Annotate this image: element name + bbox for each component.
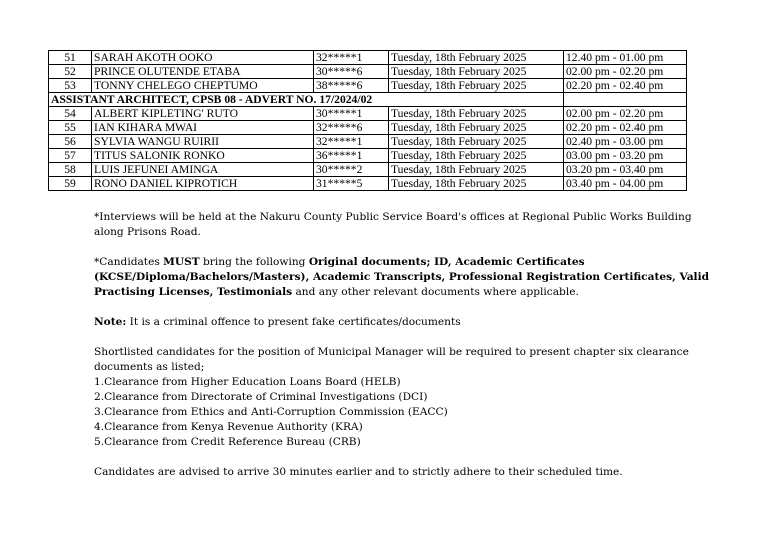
candidate-name: RONO DANIEL KIPROTICH — [92, 177, 314, 191]
table-row — [49, 177, 687, 191]
candidate-id: 30*****2 — [314, 163, 389, 177]
row-number: 56 — [49, 135, 92, 149]
row-number: 51 — [49, 51, 92, 65]
interview-date: Tuesday, 18th February 2025 — [389, 107, 564, 121]
interview-date: Tuesday, 18th February 2025 — [389, 51, 564, 65]
candidate-name: PRINCE OLUTENDE ETABA — [92, 65, 314, 79]
venue-note: *Interviews will be held at the Nakuru County Public Service Board's offices at Regional Public Works Building along Prisons Road. — [94, 211, 692, 238]
row-number: 55 — [49, 121, 92, 135]
row-number: 58 — [49, 163, 92, 177]
candidate-id: 38*****6 — [314, 79, 389, 93]
list-item: 2.Clearance from Directorate of Criminal Investigations (DCI) — [94, 391, 428, 403]
interview-time: 03.00 pm - 03.20 pm — [564, 149, 687, 163]
candidate-id: 32*****1 — [314, 135, 389, 149]
arrival-note: Candidates are advised to arrive 30 minutes earlier and to strictly adhere to their scheduled time. — [94, 466, 623, 478]
clearance-list — [94, 375, 714, 450]
table-row — [49, 107, 687, 121]
candidate-name: LUIS JEFUNEI AMINGA — [92, 163, 314, 177]
interview-date: Tuesday, 18th February 2025 — [389, 163, 564, 177]
note-label: Note: — [94, 316, 127, 328]
candidate-id: 32*****6 — [314, 121, 389, 135]
table-row — [49, 121, 687, 135]
interview-time: 02.20 pm - 02.40 pm — [564, 79, 687, 93]
table-row — [49, 79, 687, 93]
candidate-id: 30*****1 — [314, 107, 389, 121]
interview-date: Tuesday, 18th February 2025 — [389, 121, 564, 135]
interview-time: 02.00 pm - 02.20 pm — [564, 107, 687, 121]
documents-note-post: and any other relevant documents where applicable. — [292, 286, 579, 298]
fake-certificates-note — [94, 315, 714, 330]
table-row — [49, 135, 687, 149]
interview-schedule-table — [48, 50, 687, 191]
candidate-name: SARAH AKOTH OOKO — [92, 51, 314, 65]
documents-note — [94, 255, 714, 300]
row-number: 54 — [49, 107, 92, 121]
section-header: ASSISTANT ARCHITECT, CPSB 08 - ADVERT NO. 17/2024/02 — [49, 93, 564, 107]
interview-date: Tuesday, 18th February 2025 — [389, 79, 564, 93]
documents-note-must: MUST — [163, 256, 200, 268]
table-row — [49, 163, 687, 177]
candidate-id: 36*****1 — [314, 149, 389, 163]
row-number: 53 — [49, 79, 92, 93]
note-text: It is a criminal offence to present fake certificates/documents — [126, 316, 461, 328]
table-row — [49, 149, 687, 163]
candidate-id: 32*****1 — [314, 51, 389, 65]
list-item: 3.Clearance from Ethics and Anti-Corruption Commission (EACC) — [94, 406, 448, 418]
table-row — [49, 51, 687, 65]
section-header-row — [49, 93, 687, 107]
row-number: 52 — [49, 65, 92, 79]
candidate-name: IAN KIHARA MWAI — [92, 121, 314, 135]
candidate-name: TITUS SALONIK RONKO — [92, 149, 314, 163]
row-number: 59 — [49, 177, 92, 191]
candidate-name: ALBERT KIPLETING' RUTO — [92, 107, 314, 121]
interview-time: 02.40 pm - 03.00 pm — [564, 135, 687, 149]
candidate-id: 31*****5 — [314, 177, 389, 191]
list-item: 5.Clearance from Credit Reference Bureau (CRB) — [94, 436, 361, 448]
list-item: 4.Clearance from Kenya Revenue Authority (KRA) — [94, 421, 363, 433]
interview-time: 03.40 pm - 04.00 pm — [564, 177, 687, 191]
candidate-name: SYLVIA WANGU RUIRII — [92, 135, 314, 149]
interview-time: 03.20 pm - 03.40 pm — [564, 163, 687, 177]
notes-section — [94, 210, 714, 495]
empty-cell — [564, 93, 687, 107]
candidate-id: 30*****6 — [314, 65, 389, 79]
candidate-name: TONNY CHELEGO CHEPTUMO — [92, 79, 314, 93]
interview-time: 02.00 pm - 02.20 pm — [564, 65, 687, 79]
documents-note-list: Original documents; ID, Academic Certificates (KCSE/Diploma/Bachelors/Masters), Academic Transcripts, Professional Registration Certificates, Valid Practising Licenses, Testimonials — [94, 256, 710, 298]
documents-note-mid: bring the following — [199, 256, 309, 268]
interview-time: 02.20 pm - 02.40 pm — [564, 121, 687, 135]
interview-date: Tuesday, 18th February 2025 — [389, 135, 564, 149]
interview-date: Tuesday, 18th February 2025 — [389, 149, 564, 163]
interview-date: Tuesday, 18th February 2025 — [389, 177, 564, 191]
list-item: 1.Clearance from Higher Education Loans Board (HELB) — [94, 376, 401, 388]
interview-date: Tuesday, 18th February 2025 — [389, 65, 564, 79]
shortlist-intro: Shortlisted candidates for the position of Municipal Manager will be required to present chapter six clearance documents as listed; — [94, 346, 689, 373]
table-row — [49, 65, 687, 79]
interview-time: 12.40 pm - 01.00 pm — [564, 51, 687, 65]
documents-note-pre: *Candidates — [94, 256, 164, 268]
row-number: 57 — [49, 149, 92, 163]
